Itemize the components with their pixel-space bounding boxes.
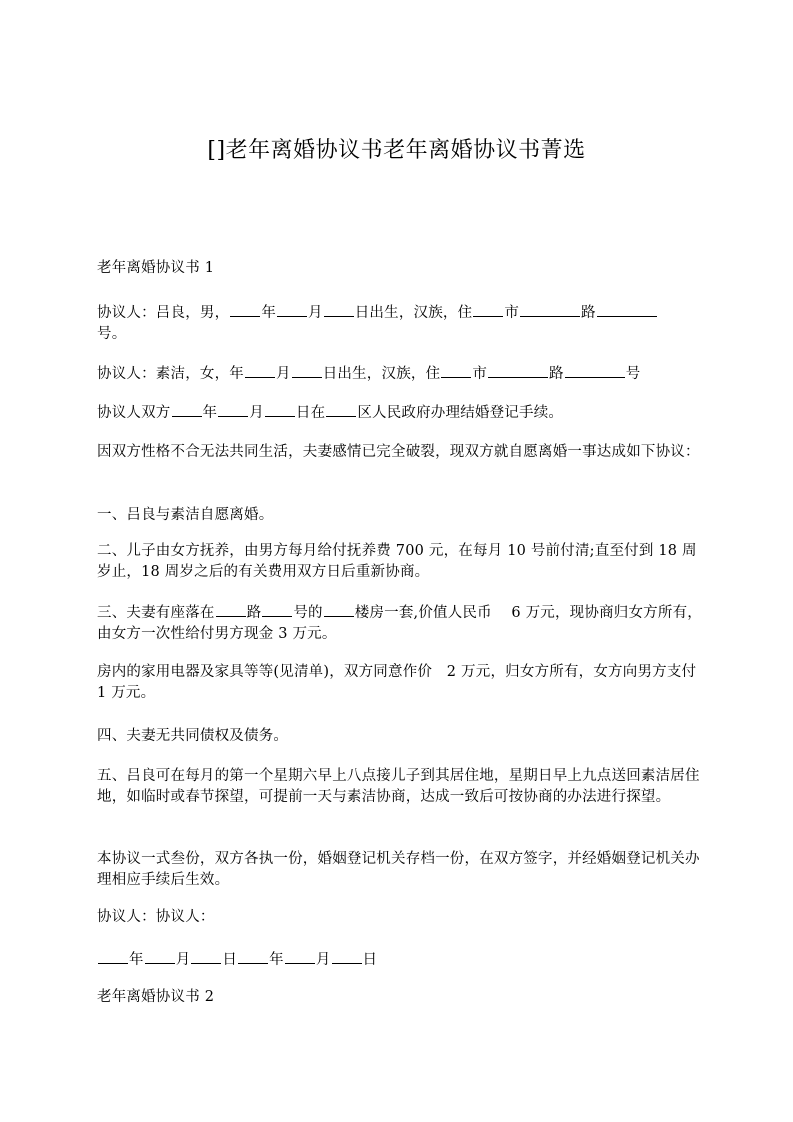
- paragraph-marriage-registration: [97, 401, 707, 424]
- p7-text-c: 号的: [293, 605, 323, 621]
- blank-line: [98, 948, 128, 964]
- p9-text: 四、夫妻无共同债权及债务。: [97, 728, 289, 744]
- section-heading-2: [97, 987, 707, 1008]
- section-heading-2-text: 老年离婚协议书 2: [97, 989, 215, 1005]
- p7-text-b: 路: [246, 605, 262, 621]
- p7-text-d: 楼房一套,价值人民币 6 万元，现协商归女方所有，由女方一次性给付男方现金 3 万元。: [97, 605, 702, 642]
- p1-text-d: 日出生，汉族，住: [354, 305, 473, 321]
- p3-text-b: 年: [202, 405, 218, 421]
- p2-text-f: 号: [625, 366, 641, 382]
- paragraph-reason: [97, 442, 707, 463]
- blank-line: [216, 601, 246, 617]
- blank-line: [265, 401, 295, 417]
- p8-text: 房内的家用电器及家具等等(见清单)，双方同意作价 2 万元，归女方所有，女方向男方支付 1 万元。: [97, 664, 697, 701]
- p1-text-g: 号。: [97, 326, 127, 342]
- blank-line: [172, 401, 202, 417]
- blank-line: [292, 362, 322, 378]
- paragraph-party-2: [97, 362, 707, 385]
- p1-text-e: 市: [504, 305, 520, 321]
- section-heading-1: [97, 258, 707, 279]
- blank-line: [326, 401, 356, 417]
- p13-text-f: 日: [362, 952, 378, 968]
- p12-text: 协议人：协议人：: [97, 909, 215, 925]
- blank-line: [332, 948, 362, 964]
- p13-text-a: 年: [129, 952, 144, 968]
- blank-line: [565, 362, 625, 378]
- blank-line: [191, 948, 221, 964]
- blank-line: [597, 301, 657, 317]
- p6-text: 二、儿子由女方抚养，由男方每月给付抚养费 700 元，在每月 10 号前付清;直至付到 18 周岁止，18 周岁之后的有关费用双方日后重新协商。: [97, 543, 697, 580]
- p13-text-b: 月: [175, 952, 191, 968]
- p5-text: 一、吕良与素洁自愿离婚。: [97, 507, 274, 523]
- document-title: []老年离婚协议书老年离婚协议书菁选: [207, 138, 586, 163]
- p3-text-d: 日在: [295, 405, 326, 421]
- blank-line: [245, 362, 275, 378]
- date-line: [97, 948, 707, 971]
- p11-text: 本协议一式叁份，双方各执一份，婚姻登记机关存档一份，在双方签字，并经婚姻登记机关办理相应手续后生效。: [97, 851, 700, 888]
- p3-text-c: 月: [249, 405, 264, 421]
- blank-line: [473, 301, 503, 317]
- p13-text-d: 年: [269, 952, 284, 968]
- paragraph-clause-4: [97, 726, 707, 747]
- p10-text: 五、吕良可在每月的第一个星期六早上八点接儿子到其居住地，星期日早上九点送回素洁居住地，如临时或春节探望，可提前一天与素洁协商，达成一致后可按协商的办法进行探望。: [97, 768, 700, 805]
- blank-line: [238, 948, 268, 964]
- p13-text-c: 日: [222, 952, 238, 968]
- paragraph-clause-3: [97, 601, 707, 645]
- blank-line: [285, 948, 315, 964]
- p1-text-c: 月: [308, 305, 323, 321]
- p3-text-a: 协议人双方: [97, 405, 171, 421]
- paragraph-party-1: [97, 301, 707, 345]
- p2-text-a: 协议人：素洁，女，年: [97, 366, 244, 382]
- blank-line: [324, 601, 354, 617]
- blank-line: [262, 601, 292, 617]
- blank-line: [520, 301, 580, 317]
- paragraph-clause-2: [97, 541, 707, 583]
- blank-line: [230, 301, 260, 317]
- blank-line: [277, 301, 307, 317]
- section-heading-1-text: 老年离婚协议书 1: [97, 260, 215, 276]
- blank-line: [218, 401, 248, 417]
- paragraph-effectiveness: [97, 849, 707, 891]
- paragraph-clause-1: [97, 505, 707, 526]
- p1-text-a: 协议人：吕良，男，: [97, 305, 230, 321]
- p2-text-c: 日出生，汉族，住: [322, 366, 441, 382]
- p1-text-b: 年: [261, 305, 277, 321]
- paragraph-clause-5: [97, 766, 707, 808]
- p1-text-f: 路: [581, 305, 596, 321]
- p7-text-a: 三、夫妻有座落在: [97, 605, 215, 621]
- paragraph-appliances: [97, 662, 707, 704]
- p2-text-e: 路: [549, 366, 564, 382]
- p4-text: 因双方性格不合无法共同生活，夫妻感情已完全破裂，现双方就自愿离婚一事达成如下协议：: [97, 444, 700, 460]
- blank-line: [145, 948, 175, 964]
- p13-text-e: 月: [315, 952, 331, 968]
- p3-text-e: 区人民政府办理结婚登记手续。: [357, 405, 564, 421]
- p2-text-d: 市: [472, 366, 488, 382]
- blank-line: [324, 301, 354, 317]
- blank-line: [488, 362, 548, 378]
- p2-text-b: 月: [276, 366, 291, 382]
- blank-line: [441, 362, 471, 378]
- signature-line: [97, 907, 707, 928]
